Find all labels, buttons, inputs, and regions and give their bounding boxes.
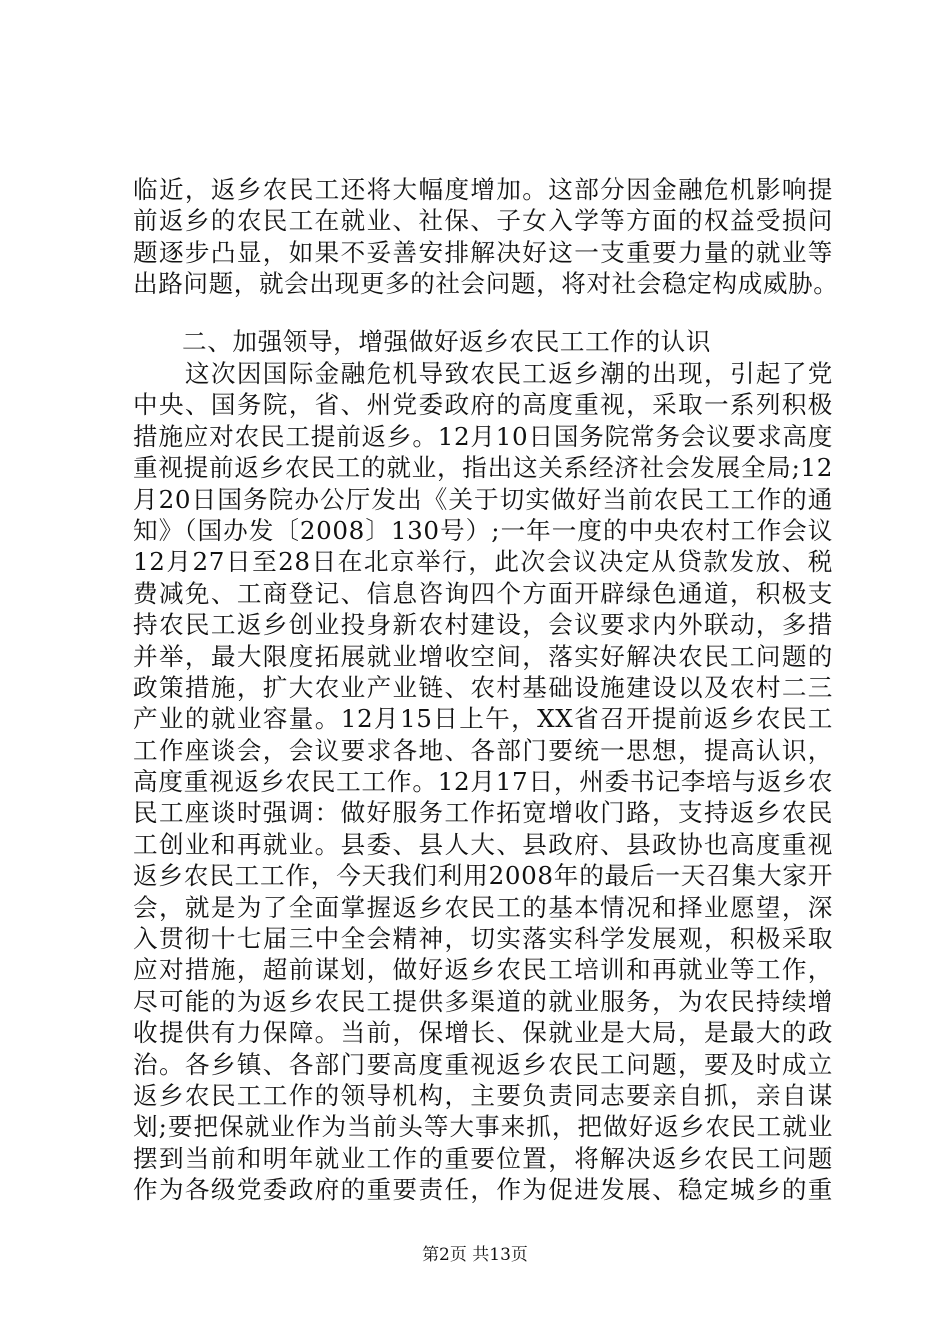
text-line: 费减免、工商登记、信息咨询四个方面开辟绿色通道，积极支 bbox=[133, 578, 833, 608]
text-line: 返乡农民工工作的领导机构，主要负责同志要亲自抓，亲自谋 bbox=[133, 1080, 833, 1110]
section-heading: 二、加强领导，增强做好返乡农民工工作的认识 bbox=[182, 327, 712, 356]
paragraph-body bbox=[133, 358, 833, 1206]
text-line: 尽可能的为返乡农民工提供多渠道的就业服务，为农民持续增 bbox=[133, 986, 833, 1016]
text-line: 会，就是为了全面掌握返乡农民工的基本情况和择业愿望，深 bbox=[133, 892, 833, 922]
text-line: 出路问题，就会出现更多的社会问题，将对社会稳定构成威胁。 bbox=[133, 269, 839, 299]
text-line: 临近，返乡农民工还将大幅度增加。这部分因金融危机影响提 bbox=[133, 175, 833, 204]
text-line: 民工座谈时强调：做好服务工作拓宽增收门路，支持返乡农民 bbox=[133, 798, 833, 828]
text-line: 前返乡的农民工在就业、社保、子女入学等方面的权益受损问 bbox=[133, 206, 833, 236]
text-line: 题逐步凸显，如果不妥善安排解决好这一支重要力量的就业等 bbox=[133, 237, 833, 267]
text-line: 入贯彻十七届三中全会精神，切实落实科学发展观，积极采取 bbox=[133, 924, 833, 954]
text-line: 产业的就业容量。12月15日上午，XX省召开提前返乡农民工 bbox=[133, 704, 833, 734]
text-line: 持农民工返乡创业投身新农村建设，会议要求内外联动，多措 bbox=[133, 610, 833, 640]
text-line: 应对措施，超前谋划，做好返乡农民工培训和再就业等工作， bbox=[133, 955, 833, 985]
text-line: 措施应对农民工提前返乡。12月10日国务院常务会议要求高度 bbox=[133, 421, 833, 451]
text-line: 收提供有力保障。当前，保增长、保就业是大局，是最大的政 bbox=[133, 1018, 833, 1048]
page-footer: 第2页 共13页 bbox=[422, 1245, 528, 1265]
paragraph-continued bbox=[133, 174, 839, 300]
text-line: 知》（国办发〔2008〕130号）;一年一度的中央农村工作会议 bbox=[133, 515, 833, 545]
text-line: 12月27日至28日在北京举行，此次会议决定从贷款发放、税 bbox=[133, 547, 833, 577]
text-line: 这次因国际金融危机导致农民工返乡潮的出现，引起了党 bbox=[133, 359, 833, 388]
text-line: 摆到当前和明年就业工作的重要位置，将解决返乡农民工问题 bbox=[133, 1143, 833, 1173]
text-line: 治。各乡镇、各部门要高度重视返乡农民工问题，要及时成立 bbox=[133, 1049, 833, 1079]
text-line: 作为各级党委政府的重要责任，作为促进发展、稳定城乡的重 bbox=[133, 1175, 833, 1205]
text-line: 工作座谈会，会议要求各地、各部门要统一思想，提高认识， bbox=[133, 735, 833, 765]
text-line: 月20日国务院办公厅发出《关于切实做好当前农民工工作的通 bbox=[133, 484, 833, 514]
text-line: 政策措施，扩大农业产业链、农村基础设施建设以及农村二三 bbox=[133, 672, 833, 702]
text-line: 重视提前返乡农民工的就业，指出这关系经济社会发展全局;12 bbox=[133, 453, 833, 483]
text-line: 高度重视返乡农民工工作。12月17日，州委书记李培与返乡农 bbox=[133, 767, 833, 797]
text-line: 并举，最大限度拓展就业增收空间，落实好解决农民工问题的 bbox=[133, 641, 833, 671]
text-line: 中央、国务院，省、州党委政府的高度重视，采取一系列积极 bbox=[133, 390, 833, 420]
text-line: 划;要把保就业作为当前头等大事来抓，把做好返乡农民工就业 bbox=[133, 1112, 833, 1142]
text-line: 返乡农民工工作，今天我们利用2008年的最后一天召集大家开 bbox=[133, 861, 833, 891]
text-line: 工创业和再就业。县委、县人大、县政府、县政协也高度重视 bbox=[133, 829, 833, 859]
